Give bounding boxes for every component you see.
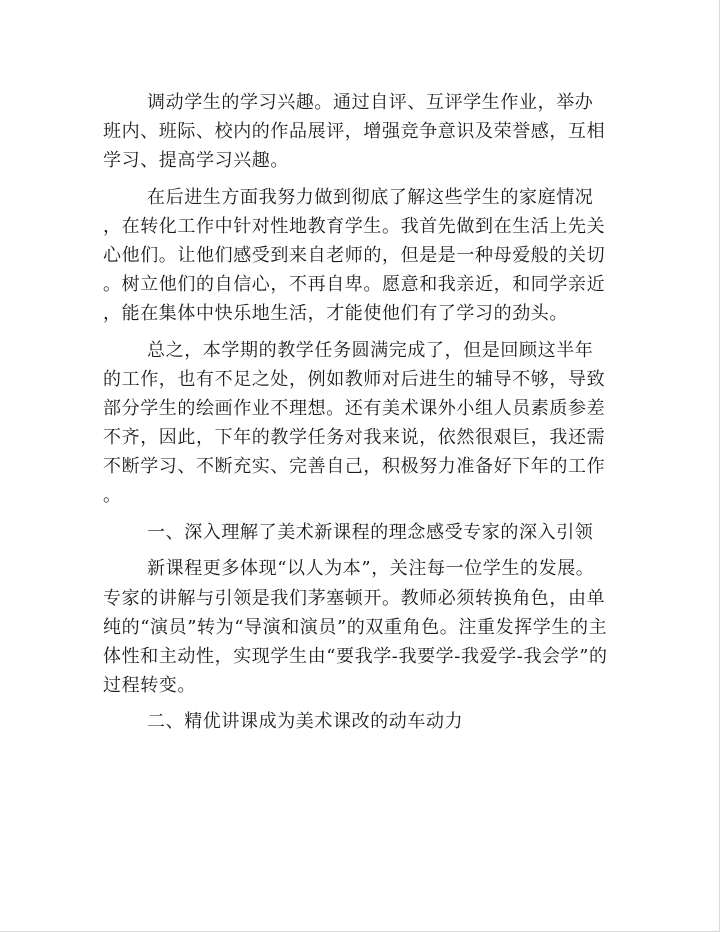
text-line: 的工作，也有不足之处，例如教师对后进生的辅导不够，导致 <box>103 368 606 390</box>
text-line: 纯的“演员”转为“导演和演员”的双重角色。注重发挥学生的主 <box>103 616 608 638</box>
text-line: 过程转变。 <box>103 674 196 696</box>
heading-line: 一、深入理解了美术新课程的理念感受专家的深入引领 <box>147 521 594 543</box>
text-line: 专家的讲解与引领是我们茅塞顿开。教师必须转换角色，由单 <box>103 587 606 609</box>
text-line: 心他们。让他们感受到来自老师的，但是是一种母爱般的关切 <box>103 244 606 266</box>
text-line: 部分学生的绘画作业不理想。还有美术课外小组人员素质参差 <box>103 397 606 419</box>
document-body <box>103 88 623 736</box>
paragraph-struggling-students <box>103 183 623 328</box>
text-line: 。树立他们的自信心，不再自卑。愿意和我亲近，和同学亲近 <box>103 274 606 296</box>
text-line: 不齐，因此，下年的教学任务对我来说，依然很艰巨，我还需 <box>103 427 606 449</box>
text-line: 班内、班际、校内的作品展评，增强竞争意识及荣誉感，互相 <box>103 121 606 143</box>
heading-line: 二、精优讲课成为美术课改的动车动力 <box>147 711 464 733</box>
text-line: 在后进生方面我努力做到彻底了解这些学生的家庭情况 <box>147 186 594 208</box>
text-line: 不断学习、不断充实、完善自己，积极努力准备好下年的工作 <box>103 456 606 478</box>
text-line: 体性和主动性，实现学生由“要我学-我要学-我爱学-我会学”的 <box>103 645 608 667</box>
section-heading-2 <box>103 707 623 736</box>
paragraph-summary <box>103 336 623 511</box>
section-heading-1 <box>103 518 623 547</box>
text-line: ，在转化工作中针对性地教育学生。我首先做到在生活上先关 <box>103 215 606 237</box>
text-line: 调动学生的学习兴趣。通过自评、互评学生作业，举办 <box>147 92 594 113</box>
text-line: 新课程更多体现“以人为本”，关注每一位学生的发展。 <box>147 558 595 580</box>
paragraph-interest <box>103 88 623 175</box>
text-line: 。 <box>103 485 122 507</box>
text-line: ，能在集体中快乐地生活，才能使他们有了学习的劲头。 <box>103 303 568 325</box>
text-line: 学习、提高学习兴趣。 <box>103 150 289 172</box>
text-line: 总之，本学期的教学任务圆满完成了，但是回顾这半年 <box>147 339 594 361</box>
paragraph-new-curriculum <box>103 554 623 699</box>
